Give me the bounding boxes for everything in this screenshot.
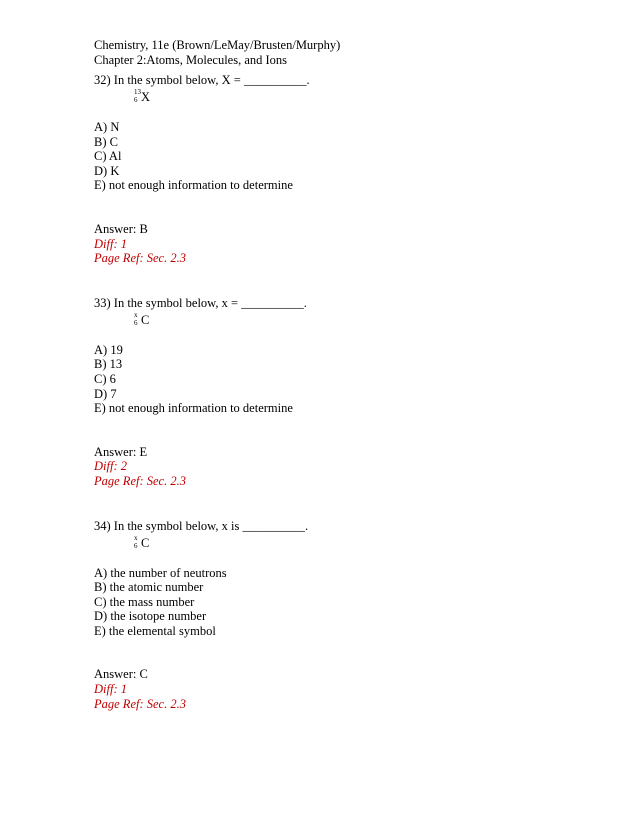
element-symbol: X — [141, 90, 151, 104]
choice: D) the isotope number — [94, 609, 207, 624]
answer-choices — [94, 566, 594, 639]
choice: E) the elemental symbol — [94, 623, 216, 638]
choice: E) not enough information to determine — [94, 401, 293, 416]
answer: Answer: E — [94, 444, 148, 459]
element-symbol: C — [141, 535, 150, 550]
document-page — [94, 38, 594, 711]
answer: Answer: C — [94, 667, 148, 682]
choice: D) K — [94, 163, 120, 178]
mass-number: 13 — [134, 88, 141, 96]
mass-number: x — [134, 533, 138, 542]
choice: A) the number of neutrons — [94, 565, 227, 580]
mass-number: x — [134, 310, 138, 319]
book-title: Chemistry, 11e (Brown/LeMay/Brusten/Murphy) — [94, 38, 341, 52]
question-32 — [94, 73, 594, 266]
nuclide-symbol — [134, 311, 594, 331]
question-text: 32) In the symbol below, X = __________. — [94, 73, 310, 87]
chapter-title: Chapter 2:Atoms, Molecules, and Ions — [94, 53, 288, 67]
page-reference: Page Ref: Sec. 2.3 — [94, 473, 186, 488]
choice: C) the mass number — [94, 594, 195, 609]
choice: B) C — [94, 134, 118, 149]
page-reference: Page Ref: Sec. 2.3 — [94, 251, 186, 266]
document-header — [94, 38, 594, 68]
choice: D) 7 — [94, 386, 117, 401]
choice: C) 6 — [94, 371, 116, 386]
atomic-number: 6 — [134, 318, 138, 327]
question-33 — [94, 296, 594, 489]
answer-choices — [94, 343, 594, 416]
answer-block — [94, 667, 594, 711]
difficulty: Diff: 1 — [94, 682, 127, 697]
difficulty: Diff: 2 — [94, 459, 127, 474]
element-symbol: C — [141, 312, 150, 327]
choice: C) Al — [94, 149, 122, 164]
atomic-number: 6 — [134, 96, 138, 104]
difficulty: Diff: 1 — [94, 236, 127, 251]
choice: B) the atomic number — [94, 580, 204, 595]
choice: A) N — [94, 120, 120, 134]
choice: E) not enough information to determine — [94, 178, 293, 193]
answer-choices — [94, 120, 594, 193]
question-34 — [94, 519, 594, 712]
question-text: 33) In the symbol below, x = __________. — [94, 295, 307, 310]
choice: A) 19 — [94, 342, 123, 357]
nuclide-symbol — [134, 534, 594, 554]
page-reference: Page Ref: Sec. 2.3 — [94, 696, 186, 711]
atomic-number: 6 — [134, 541, 138, 550]
nuclide-symbol — [134, 88, 594, 108]
answer: Answer: B — [94, 221, 148, 236]
answer-block — [94, 222, 594, 266]
question-text: 34) In the symbol below, x is __________. — [94, 518, 309, 533]
choice: B) 13 — [94, 357, 123, 372]
answer-block — [94, 445, 594, 489]
